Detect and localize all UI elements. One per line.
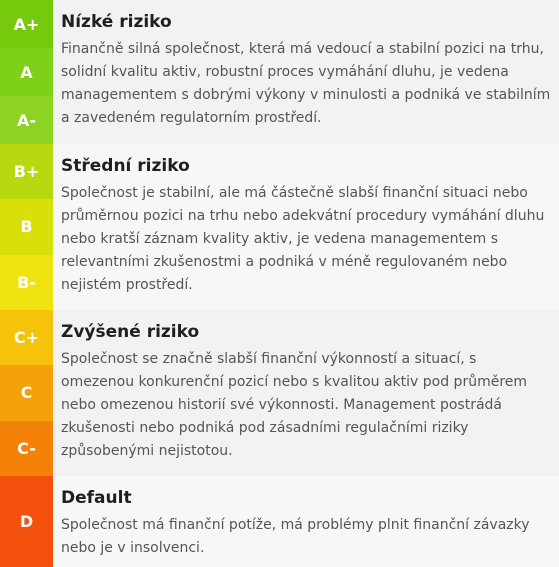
risk-title: Střední riziko xyxy=(61,156,190,176)
risk-description xyxy=(53,476,559,567)
grade-column xyxy=(0,310,53,476)
risk-group-default xyxy=(0,476,559,567)
risk-title: Zvýšené riziko xyxy=(61,322,200,342)
grade-badge: D xyxy=(0,476,53,567)
grade-badge: B xyxy=(0,199,53,254)
risk-text: Finančně silná společnost, která má vedoucí a stabilní pozici na trhu, solidní kvalitu aktiv, robustní proces vymáhání dluhu, je vedena managementem s dobrými výkony v minulosti a podniká ve stabilním a zavedeném regulatorním prostředí. xyxy=(61,41,551,126)
risk-title: Default xyxy=(61,488,132,508)
grade-badge: C- xyxy=(0,421,53,476)
risk-title: Nízké riziko xyxy=(61,12,172,32)
risk-group-elevated xyxy=(0,310,559,476)
risk-group-medium xyxy=(0,144,559,310)
grade-badge: B- xyxy=(0,255,53,310)
risk-text: Společnost je stabilní, ale má částečně slabší finanční situaci nebo průměrnou pozici na trhu nebo adekvátní procedury vymáhání dluhu nebo kratší záznam kvality aktiv, je vedena managementem s relevantními zkušenostmi a podniká v méně regulovaném nebo nejistém prostředí. xyxy=(61,185,545,293)
grade-badge: A- xyxy=(0,96,53,144)
grade-column xyxy=(0,144,53,310)
grade-badge: A+ xyxy=(0,0,53,48)
risk-description xyxy=(53,310,559,476)
risk-text: Společnost má finanční potíže, má problémy plnit finanční závazky nebo je v insolvenci. xyxy=(61,517,530,556)
grade-badge: B+ xyxy=(0,144,53,199)
risk-description xyxy=(53,0,559,144)
grade-column xyxy=(0,476,53,567)
grade-badge: A xyxy=(0,48,53,96)
grade-badge: C xyxy=(0,365,53,420)
risk-text: Společnost se značně slabší finanční výkonností a situací, s omezenou konkurenční pozicí nebo s kvalitou aktiv pod průměrem nebo omezenou historií své výkonnosti. Management postrádá zkušenosti nebo podniká pod zásadními regulačními riziky způsobenými nejistotou. xyxy=(61,351,528,459)
grade-column xyxy=(0,0,53,144)
risk-group-low xyxy=(0,0,559,144)
grade-badge: C+ xyxy=(0,310,53,365)
risk-description xyxy=(53,144,559,310)
